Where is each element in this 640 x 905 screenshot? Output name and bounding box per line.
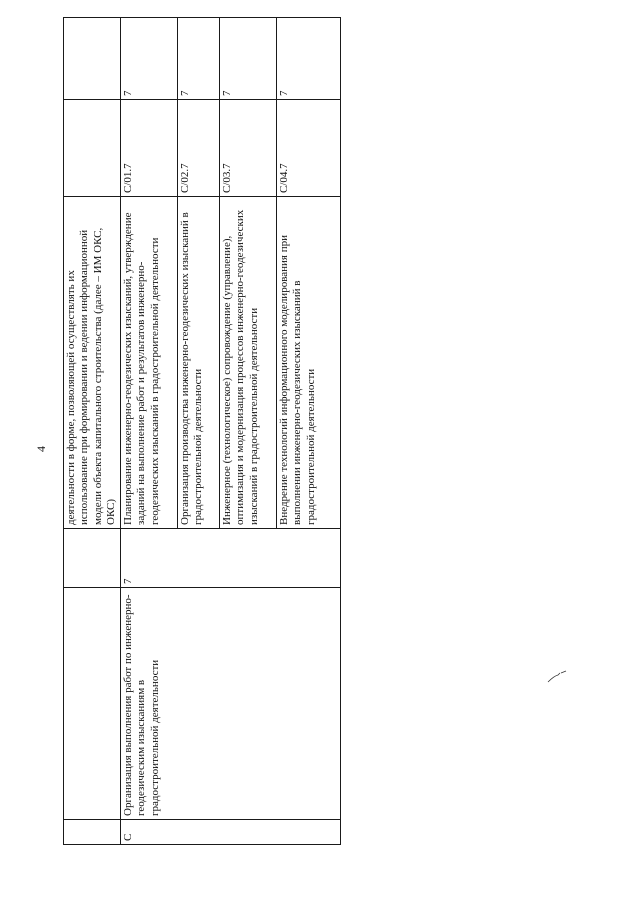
labor-function-name: Организация производства инженерно-геодезических изысканий в градостроительной деятельности — [178, 197, 220, 529]
labor-function-name: Внедрение технологий информационного моделирования при выполнении инженерно-геодезических изысканий в градостроительной деятельности — [277, 197, 341, 529]
generalized-function-code: С — [121, 820, 341, 845]
labor-function-code: C/01.7 — [121, 100, 178, 197]
table-row-continuation — [64, 18, 121, 845]
labor-function-name: Инженерное (технологическое) сопровождение (управление), оптимизация и модернизация процессов инженерно-геодезических изысканий в градостроительной деятельности — [220, 197, 277, 529]
labor-function-code: C/04.7 — [277, 100, 341, 197]
continuation-function-level — [64, 18, 121, 100]
page-number: 4 — [34, 446, 48, 452]
rotated-table-container — [63, 60, 340, 845]
labor-function-level: 7 — [277, 18, 341, 100]
labor-function-level: 7 — [220, 18, 277, 100]
labor-function-level: 7 — [121, 18, 178, 100]
table-row-function-1 — [121, 18, 178, 845]
generalized-function-level: 7 — [121, 529, 341, 588]
continuation-function-text: деятельности в форме, позволяющей осуществлять их использование при формировании и ведении информационной модели объекта капитального строительства (далее – ИМ ОКС, ОКС) — [64, 197, 121, 529]
continuation-level-cell — [64, 529, 121, 588]
continuation-code-cell — [64, 820, 121, 845]
labor-function-code: C/02.7 — [178, 100, 220, 197]
labor-function-level: 7 — [178, 18, 220, 100]
continuation-name-cell — [64, 588, 121, 820]
labor-function-code: C/03.7 — [220, 100, 277, 197]
pen-mark-icon — [546, 670, 568, 684]
generalized-function-name: Организация выполнения работ по инженерно-геодезическим изысканиям в градостроительной деятельности — [121, 588, 341, 820]
continuation-function-code — [64, 100, 121, 197]
labor-function-name: Планирование инженерно-геодезических изысканий, утверждение заданий на выполнение работ и результатов инженерно-геодезических изысканий в градостроительной деятельности — [121, 197, 178, 529]
functions-table — [63, 17, 341, 845]
